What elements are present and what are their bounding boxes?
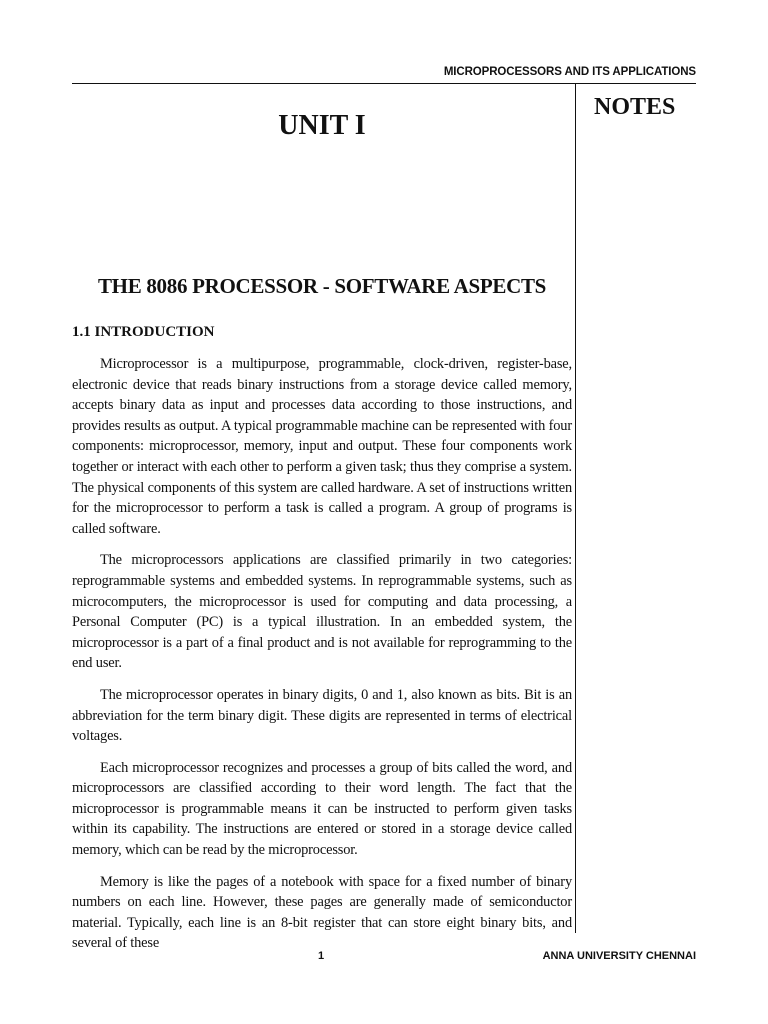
paragraph: Each microprocessor recognizes and processes a group of bits called the word, and microprocessors are classified according to their word length. The fact that the microprocessor is programmable means it can be instructed to perform given tasks within its capability. The instructions are entered or stored in a storage device called memory, which can be read by the microprocessor. [72,759,572,859]
chapter-title: THE 8086 PROCESSOR - SOFTWARE ASPECTS [97,274,547,298]
paragraph: The microprocessors applications are classified primarily in two categories: reprogrammable systems and embedded systems. In reprogrammable systems, such as microcomputers, the microprocessor is used for computing and data processing, a Personal Computer (PC) is a typical illustration. In an embedded system, the microprocessor is a part of a final product and is not available for reprogramming to the end user. [72,552,572,672]
unit-title: UNIT I [278,110,366,141]
body-text [72,354,572,952]
section-heading: 1.1 INTRODUCTION [72,324,215,340]
publisher-footer: ANNA UNIVERSITY CHENNAI [542,950,696,962]
paragraph: Microprocessor is a multipurpose, programmable, clock-driven, register-base, electronic device that reads binary instructions from a storage device called memory, accepts binary data as input and processes data according to those instructions, and provides results as output. A typical programmable machine can be represented with four components: microprocessor, memory, input and output. These four components work together or interact with each other to perform a given task; thus they comprise a system. The physical components of this system are called hardware. A set of instructions written for the microprocessor to perform a task is called a program. A group of programs is called software. [72,356,572,537]
running-header-title: MICROPROCESSORS AND ITS APPLICATIONS [443,66,696,78]
paragraph: Memory is like the pages of a notebook with space for a fixed number of binary numbers on each line. However, these pages are generally made of semiconductor material. Typically, each line is an 8-bit register that can store eight binary bits, and several of these [72,873,572,952]
page-number: 1 [318,950,325,962]
notes-column-rule [575,84,576,933]
paragraph: The microprocessor operates in binary digits, 0 and 1, also known as bits. Bit is an abbreviation for the term binary digit. These digits are represented in terms of electrical voltages. [72,686,572,745]
notes-label: NOTES [594,94,676,120]
header-rule [72,83,696,84]
